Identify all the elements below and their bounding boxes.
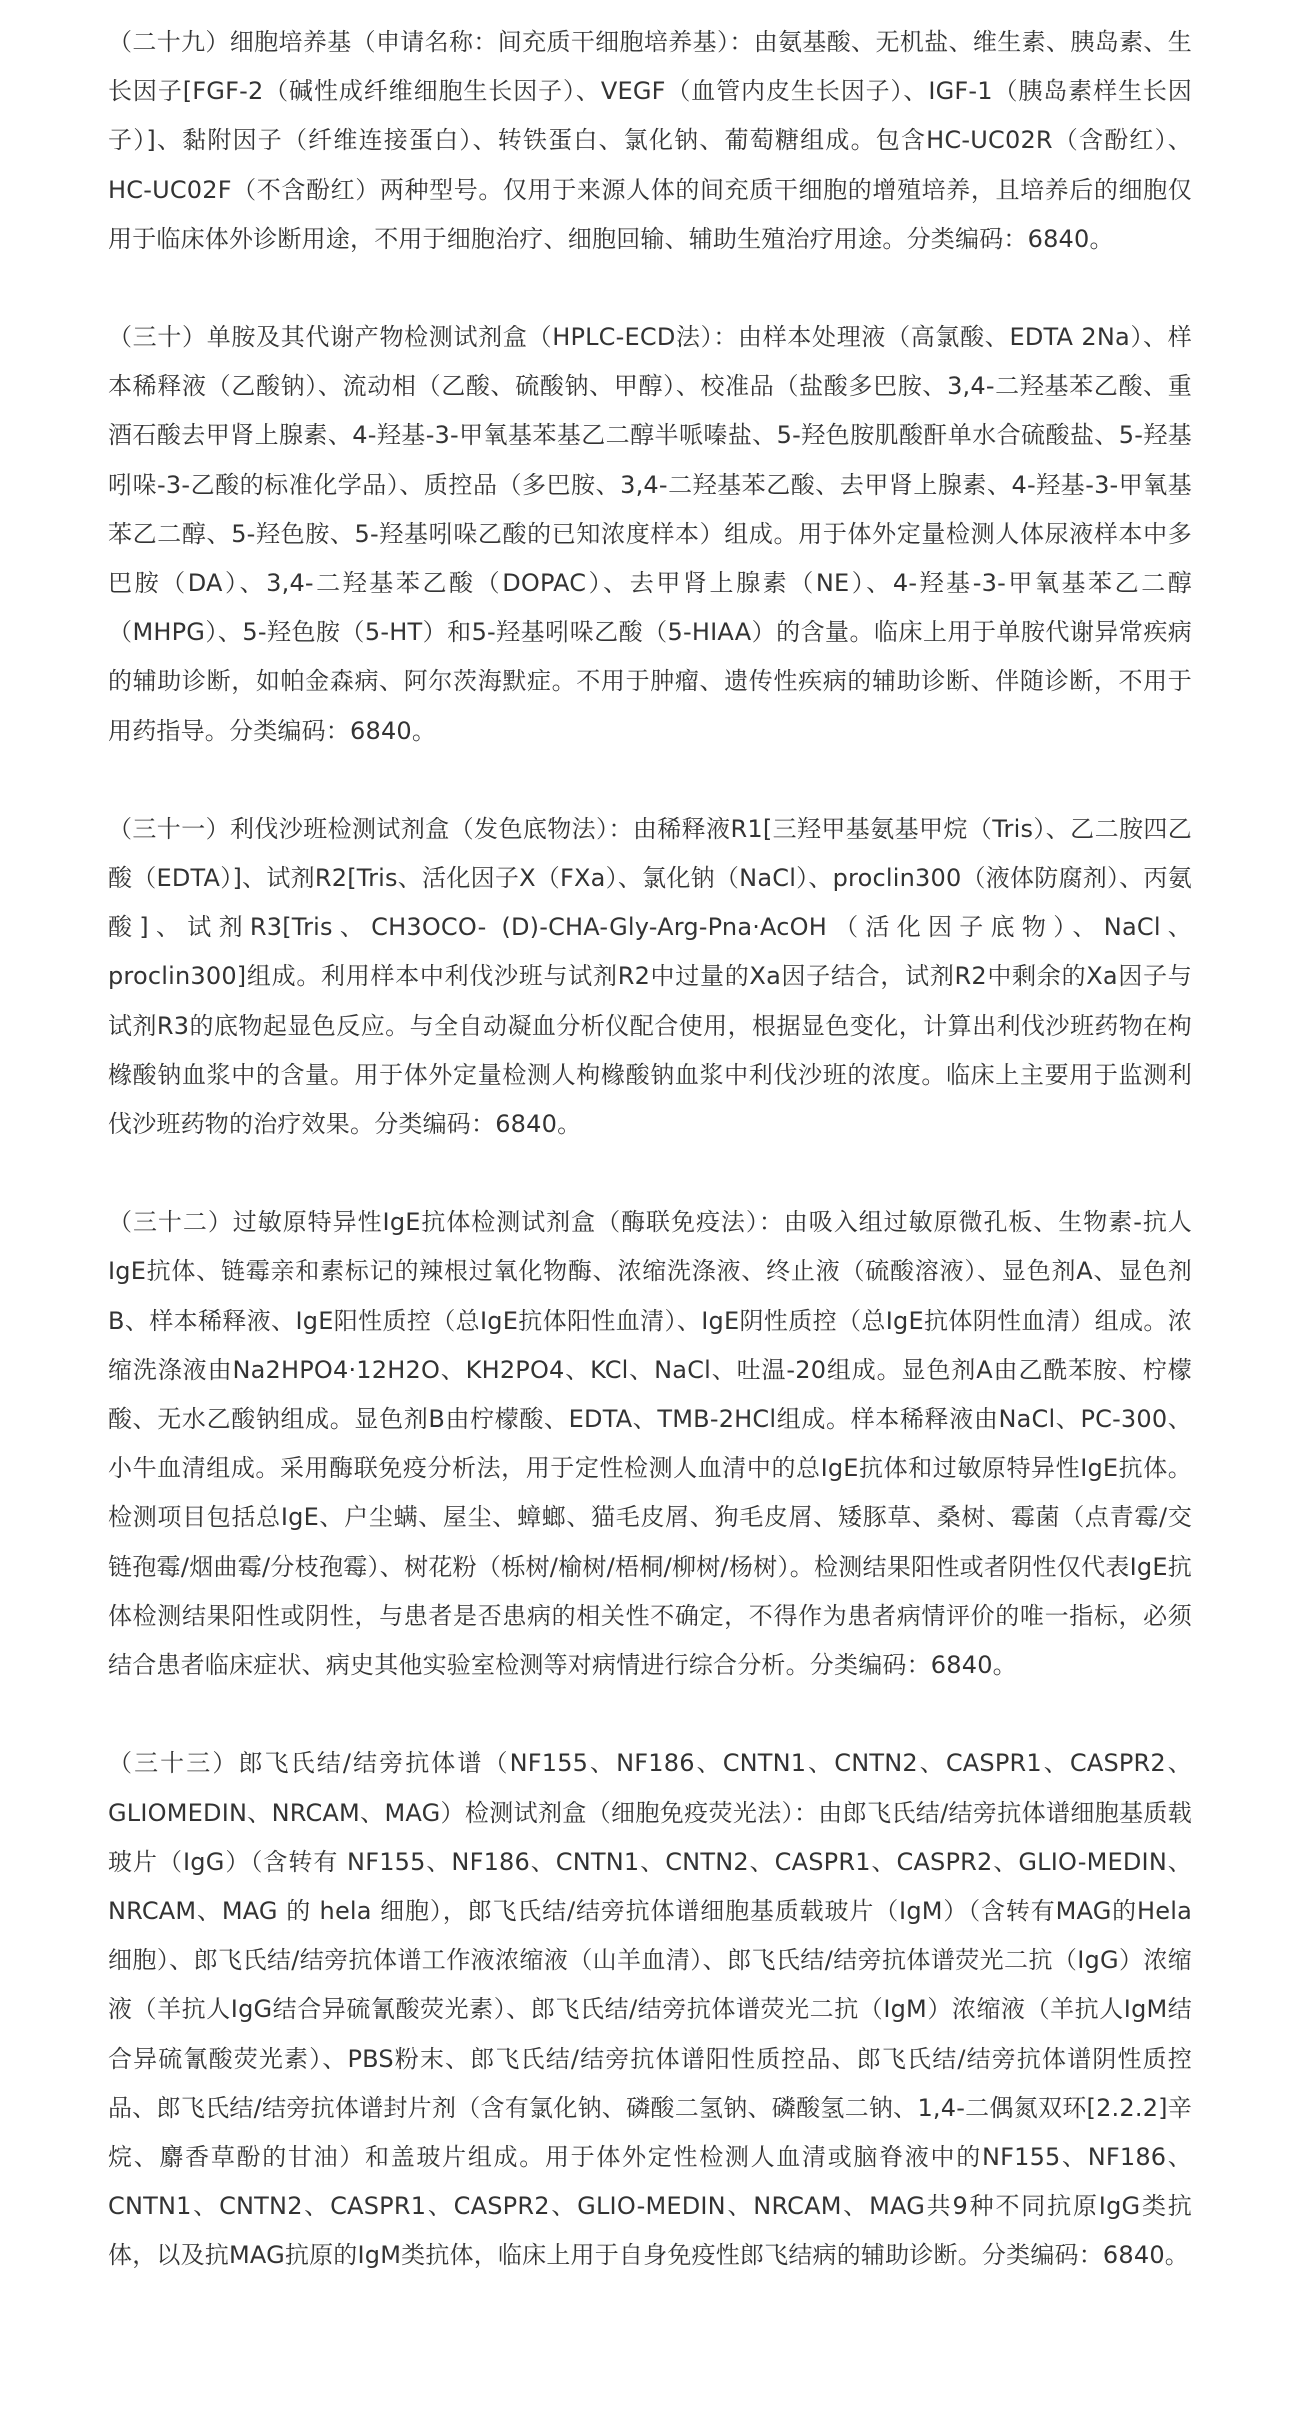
- paragraph-item-32: （三十二）过敏原特异性IgE抗体检测试剂盒（酶联免疫法）：由吸入组过敏原微孔板、生物素-抗人IgE抗体、链霉亲和素标记的辣根过氧化物酶、浓缩洗涤液、终止液（硫酸溶液）、显色剂A、显色剂B、样本稀释液、IgE阳性质控（总IgE抗体阳性血清）、IgE阴性质控（总IgE抗体阴性血清）组成。浓缩洗涤液由Na2HPO4·12H2O、KH2PO4、KCl、NaCl、吐温-20组成。显色剂A由乙酰苯胺、柠檬酸、无水乙酸钠组成。显色剂B由柠檬酸、EDTA、TMB-2HCl组成。样本稀释液由NaCl、PC-300、小牛血清组成。采用酶联免疫分析法，用于定性检测人血清中的总IgE抗体和过敏原特异性IgE抗体。检测项目包括总IgE、户尘螨、屋尘、蟑螂、猫毛皮屑、狗毛皮屑、矮豚草、桑树、霉菌（点青霉/交链孢霉/烟曲霉/分枝孢霉）、树花粉（栎树/榆树/梧桐/柳树/杨树）。检测结果阳性或者阴性仅代表IgE抗体检测结果阳性或阴性，与患者是否患病的相关性不确定，不得作为患者病情评价的唯一指标，必须结合患者临床症状、病史其他实验室检测等对病情进行综合分析。分类编码：6840。: [108, 1208, 1192, 1680]
- paragraph-item-33: （三十三）郎飞氏结/结旁抗体谱（NF155、NF186、CNTN1、CNTN2、CASPR1、CASPR2、GLIOMEDIN、NRCAM、MAG）检测试剂盒（细胞免疫荧光法）：由郎飞氏结/结旁抗体谱细胞基质载玻片（IgG）（含转有 NF155、NF186、CNTN1、CNTN2、CASPR1、CASPR2、GLIO-MEDIN、NRCAM、MAG 的 hela 细胞），郎飞氏结/结旁抗体谱细胞基质载玻片（IgM）（含转有MAG的Hela细胞）、郎飞氏结/结旁抗体谱工作液浓缩液（山羊血清）、郎飞氏结/结旁抗体谱荧光二抗（IgG）浓缩液（羊抗人IgG结合异硫氰酸荧光素）、郎飞氏结/结旁抗体谱荧光二抗（IgM）浓缩液（羊抗人IgM结合异硫氰酸荧光素）、PBS粉末、郎飞氏结/结旁抗体谱阳性质控品、郎飞氏结/结旁抗体谱阴性质控品、郎飞氏结/结旁抗体谱封片剂（含有氯化钠、磷酸二氢钠、磷酸氢二钠、1,4-二偶氮双环[2.2.2]辛烷、麝香草酚的甘油）和盖玻片组成。用于体外定性检测人血清或脑脊液中的NF155、NF186、CNTN1、CNTN2、CASPR1、CASPR2、GLIO-MEDIN、NRCAM、MAG共9种不同抗原IgG类抗体，以及抗MAG抗原的IgM类抗体，临床上用于自身免疫性郎飞结病的辅助诊断。分类编码：6840。: [108, 1749, 1192, 2270]
- paragraph-item-29: （二十九）细胞培养基（申请名称：间充质干细胞培养基）：由氨基酸、无机盐、维生素、胰岛素、生长因子[FGF-2（碱性成纤维细胞生长因子）、VEGF（血管内皮生长因子）、IGF-1（胰岛素样生长因子）]、黏附因子（纤维连接蛋白）、转铁蛋白、氯化钠、葡萄糖组成。包含HC-UC02R（含酚红）、HC-UC02F（不含酚红）两种型号。仅用于来源人体的间充质干细胞的增殖培养，且培养后的细胞仅用于临床体外诊断用途，不用于细胞治疗、细胞回输、辅助生殖治疗用途。分类编码：6840。: [108, 28, 1192, 253]
- paragraph-item-31: （三十一）利伐沙班检测试剂盒（发色底物法）：由稀释液R1[三羟甲基氨基甲烷（Tris）、乙二胺四乙酸（EDTA）]、试剂R2[Tris、活化因子X（FXa）、氯化钠（NaCl）、proclin300（液体防腐剂）、丙氨酸]、试剂R3[Tris、CH3OCO- (D)-CHA-Gly-Arg-Pna·AcOH（活化因子底物）、NaCl、proclin300]组成。利用样本中利伐沙班与试剂R2中过量的Xa因子结合，试剂R2中剩余的Xa因子与试剂R3的底物起显色反应。与全自动凝血分析仪配合使用，根据显色变化，计算出利伐沙班药物在枸橼酸钠血浆中的含量。用于体外定量检测人枸橼酸钠血浆中利伐沙班的浓度。临床上主要用于监测利伐沙班药物的治疗效果。分类编码：6840。: [108, 814, 1192, 1139]
- paragraph-item-30: （三十）单胺及其代谢产物检测试剂盒（HPLC-ECD法）：由样本处理液（高氯酸、EDTA 2Na）、样本稀释液（乙酸钠）、流动相（乙酸、硫酸钠、甲醇）、校准品（盐酸多巴胺、3,4-二羟基苯乙酸、重酒石酸去甲肾上腺素、4-羟基-3-甲氧基苯基乙二醇半哌嗪盐、5-羟色胺肌酸酐单水合硫酸盐、5-羟基吲哚-3-乙酸的标准化学品）、质控品（多巴胺、3,4-二羟基苯乙酸、去甲肾上腺素、4-羟基-3-甲氧基苯乙二醇、5-羟色胺、5-羟基吲哚乙酸的已知浓度样本）组成。用于体外定量检测人体尿液样本中多巴胺（DA）、3,4-二羟基苯乙酸（DOPAC）、去甲肾上腺素（NE）、4-羟基-3-甲氧基苯乙二醇（MHPG）、5-羟色胺（5-HT）和5-羟基吲哚乙酸（5-HIAA）的含量。临床上用于单胺代谢异常疾病的辅助诊断，如帕金森病、阿尔茨海默症。不用于肿瘤、遗传性疾病的辅助诊断、伴随诊断，不用于用药指导。分类编码：6840。: [108, 323, 1192, 745]
